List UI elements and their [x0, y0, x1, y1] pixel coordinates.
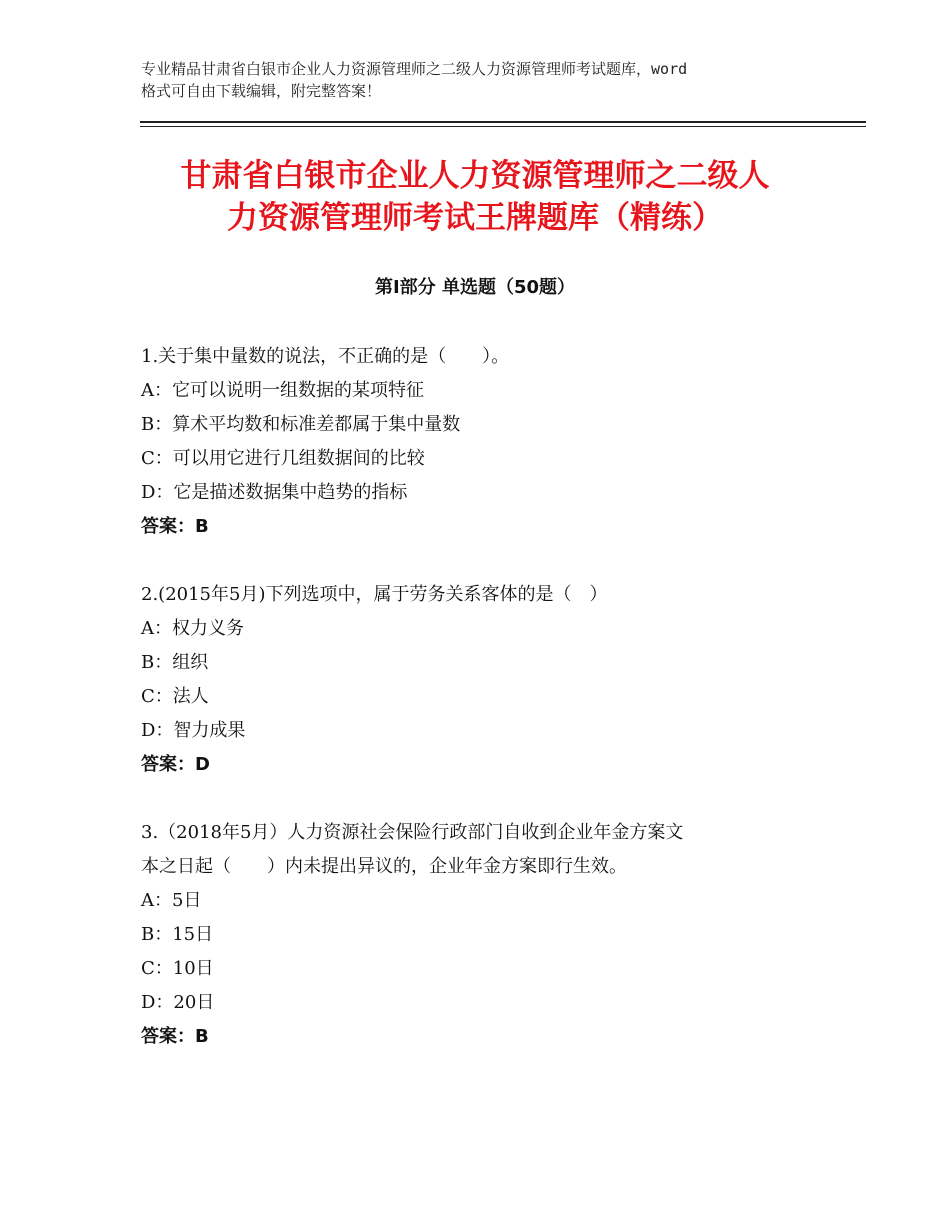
header-divider-thick — [140, 121, 866, 123]
option-c: C：10日 — [141, 958, 214, 979]
option-a: A：它可以说明一组数据的某项特征 — [141, 380, 424, 401]
answer: 答案：D — [141, 754, 210, 775]
document-title-line-1: 甘肃省白银市企业人力资源管理师之二级人 — [180, 158, 770, 194]
option-d: D：它是描述数据集中趋势的指标 — [141, 482, 408, 503]
question-stem: 1.关于集中量数的说法，不正确的是（ ）。 — [141, 346, 510, 367]
question-list — [141, 340, 821, 1088]
option-a: A：权力义务 — [141, 618, 244, 639]
question-2 — [141, 578, 821, 782]
question-3 — [141, 816, 821, 1054]
answer: 答案：B — [141, 1026, 209, 1047]
answer: 答案：B — [141, 516, 209, 537]
question-1 — [141, 340, 821, 544]
header-note-line-1: 专业精品甘肃省白银市企业人力资源管理师之二级人力资源管理师考试题库，word — [141, 60, 688, 78]
header-note — [141, 58, 831, 102]
header-note-line-2: 格式可自由下载编辑，附完整答案！ — [141, 82, 382, 100]
option-b: B：15日 — [141, 924, 214, 945]
option-d: D：20日 — [141, 992, 215, 1013]
document-title-line-2: 力资源管理师考试王牌题库（精练） — [227, 200, 723, 236]
option-c: C：法人 — [141, 686, 209, 707]
option-b: B：算术平均数和标准差都属于集中量数 — [141, 414, 461, 435]
question-stem-line-1: 3.（2018年5月）人力资源社会保险行政部门自收到企业年金方案文 — [141, 822, 684, 843]
document-title — [120, 155, 830, 239]
question-stem: 2.(2015年5月)下列选项中，属于劳务关系客体的是（ ） — [141, 584, 608, 605]
option-d: D：智力成果 — [141, 720, 246, 741]
header-divider-thin — [140, 126, 866, 127]
option-c: C：可以用它进行几组数据间的比较 — [141, 448, 425, 469]
section-title: 第Ⅰ部分 单选题（50题） — [374, 277, 575, 298]
option-a: A：5日 — [141, 890, 202, 911]
question-stem-line-2: 本之日起（ ）内未提出异议的，企业年金方案即行生效。 — [141, 856, 627, 877]
option-b: B：组织 — [141, 652, 209, 673]
